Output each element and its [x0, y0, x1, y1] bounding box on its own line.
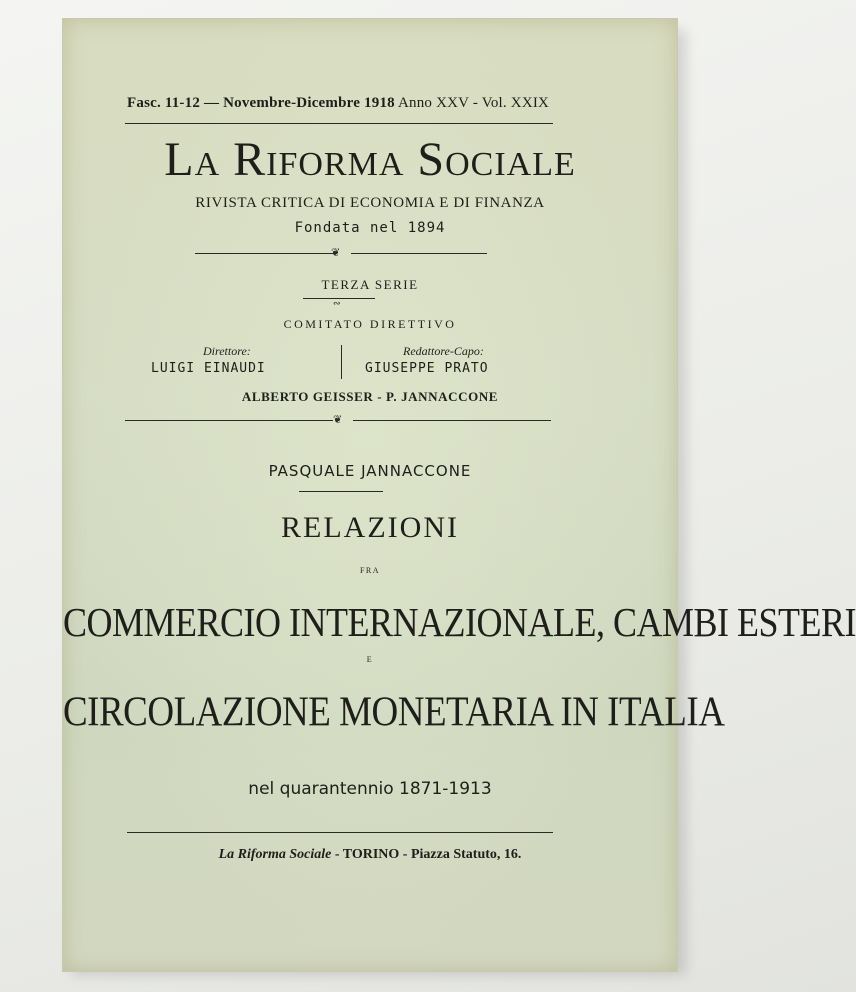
- editor-name: GIUSEPPE PRATO: [365, 361, 489, 376]
- publisher-name: La Riforma Sociale: [218, 847, 332, 862]
- journal-cover: [62, 18, 856, 972]
- ornament-rule-right-2: [353, 420, 551, 421]
- journal-title: La Riforma Sociale: [164, 133, 576, 186]
- director-role: Direttore:: [203, 344, 251, 358]
- series-flourish-icon: ∾: [333, 298, 341, 308]
- header-rule: [125, 123, 553, 124]
- director-name: LUIGI EINAUDI: [151, 361, 266, 376]
- ornament-rule-left: [195, 253, 335, 254]
- ornament-rule-right: [351, 253, 487, 254]
- publisher-line: [63, 847, 677, 863]
- committee-members: ALBERTO GEISSER - P. JANNACCONE: [241, 389, 499, 404]
- year-volume: Anno XXV - Vol. XXIX: [398, 95, 550, 111]
- period-line: nel quarantennio 1871-1913: [248, 779, 492, 799]
- publisher-address: - TORINO - Piazza Statuto, 16.: [331, 847, 522, 862]
- footer-rule: [127, 832, 553, 833]
- connector-e: E: [366, 655, 374, 664]
- author-rule: [299, 491, 383, 492]
- series-label: TERZA SERIE: [321, 277, 419, 292]
- founded-line: Fondata nel 1894: [294, 220, 446, 236]
- journal-subtitle: RIVISTA CRITICA DI ECONOMIA E DI FINANZA: [195, 195, 545, 211]
- connector-fra: FRA: [359, 566, 381, 575]
- ornament-icon: ❦: [331, 247, 341, 259]
- title-line-1: COMMERCIO INTERNAZIONALE, CAMBI ESTERI: [63, 599, 856, 645]
- committee-divider: [341, 345, 342, 379]
- work-title: RELAZIONI: [281, 511, 459, 544]
- ornament-rule-left-2: [125, 420, 333, 421]
- issue-number: Fasc. 11-12 — Novembre-Dicembre 1918: [127, 95, 395, 111]
- author-name: PASQUALE JANNACCONE: [268, 462, 472, 480]
- ornament-icon-2: ❦: [333, 414, 343, 426]
- title-line-2: CIRCOLAZIONE MONETARIA IN ITALIA: [63, 688, 725, 737]
- committee-heading: COMITATO DIRETTIVO: [283, 317, 457, 331]
- editor-role: Redattore-Capo:: [403, 344, 484, 358]
